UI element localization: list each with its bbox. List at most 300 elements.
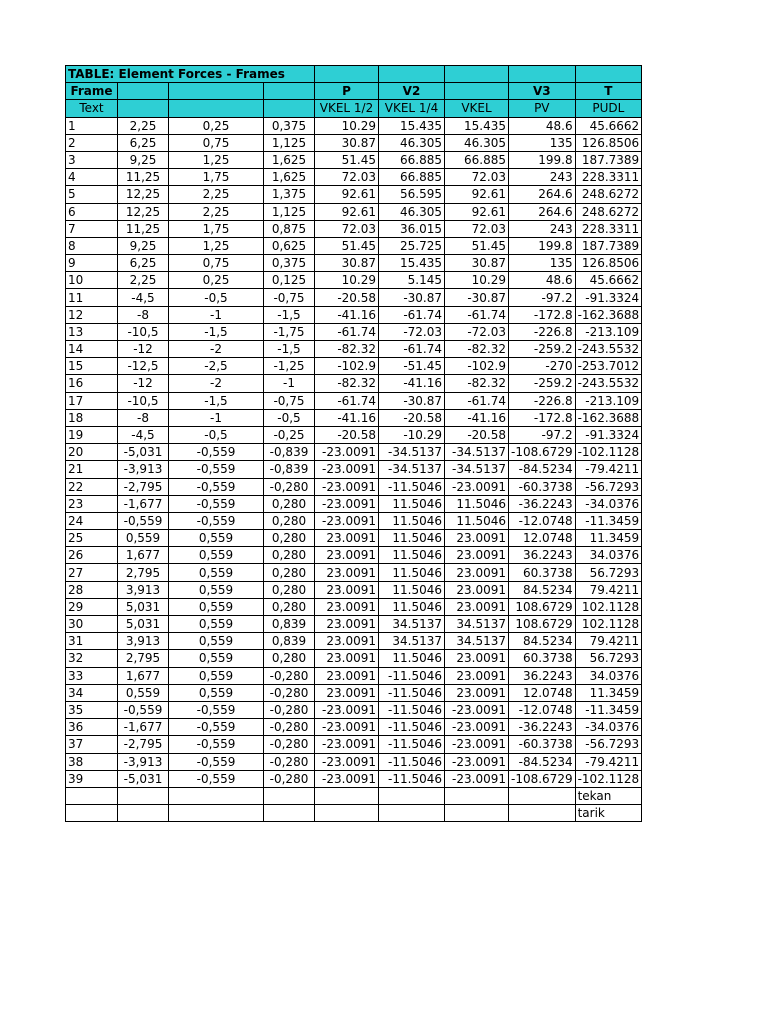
header-v2[interactable]: V2 (379, 83, 445, 100)
empty-cell[interactable] (264, 805, 315, 822)
data-cell[interactable]: -0,75 (264, 289, 315, 306)
header-cell[interactable] (118, 83, 169, 100)
frame-id-cell[interactable]: 38 (66, 753, 118, 770)
data-cell[interactable]: -11.5046 (379, 684, 445, 701)
data-cell[interactable]: 23.0091 (315, 684, 379, 701)
data-cell[interactable]: 0,839 (264, 616, 315, 633)
data-cell[interactable]: 126.8506 (575, 255, 642, 272)
data-cell[interactable]: -108.6729 (509, 444, 576, 461)
data-cell[interactable]: -0,559 (169, 770, 264, 787)
data-cell[interactable]: 11.3459 (575, 684, 642, 701)
data-cell[interactable]: 11.5046 (379, 530, 445, 547)
data-cell[interactable]: 79.4211 (575, 633, 642, 650)
header-t[interactable]: T (575, 83, 642, 100)
data-cell[interactable]: 34.5137 (379, 616, 445, 633)
data-cell[interactable]: 34.5137 (445, 633, 509, 650)
data-cell[interactable]: 56.595 (379, 186, 445, 203)
data-cell[interactable]: 0,625 (264, 237, 315, 254)
data-cell[interactable]: -23.0091 (445, 770, 509, 787)
data-cell[interactable]: 10.29 (445, 272, 509, 289)
data-cell[interactable]: 56.7293 (575, 650, 642, 667)
data-cell[interactable]: -162.3688 (575, 409, 642, 426)
data-cell[interactable]: 2,795 (118, 564, 169, 581)
data-cell[interactable]: 1,677 (118, 667, 169, 684)
data-cell[interactable]: -0,25 (264, 426, 315, 443)
empty-cell[interactable] (315, 805, 379, 822)
header-cell[interactable] (169, 100, 264, 117)
data-cell[interactable]: 1,125 (264, 203, 315, 220)
data-cell[interactable]: 23.0091 (315, 581, 379, 598)
data-cell[interactable]: -8 (118, 409, 169, 426)
data-cell[interactable]: 11.5046 (379, 495, 445, 512)
data-cell[interactable]: 23.0091 (445, 684, 509, 701)
frame-id-cell[interactable]: 10 (66, 272, 118, 289)
frame-id-cell[interactable]: 14 (66, 341, 118, 358)
data-cell[interactable]: -102.1128 (575, 770, 642, 787)
data-cell[interactable]: 23.0091 (445, 564, 509, 581)
header-vkel-quarter[interactable]: VKEL 1/4 (379, 100, 445, 117)
data-cell[interactable]: 135 (509, 134, 576, 151)
data-cell[interactable]: 126.8506 (575, 134, 642, 151)
data-cell[interactable]: -1,677 (118, 719, 169, 736)
data-cell[interactable]: -82.32 (445, 341, 509, 358)
data-cell[interactable]: -23.0091 (445, 753, 509, 770)
data-cell[interactable]: -20.58 (445, 426, 509, 443)
data-cell[interactable]: -11.5046 (379, 736, 445, 753)
data-cell[interactable]: 12,25 (118, 203, 169, 220)
frame-id-cell[interactable]: 23 (66, 495, 118, 512)
data-cell[interactable]: 10.29 (315, 272, 379, 289)
data-cell[interactable]: 1,125 (264, 134, 315, 151)
data-cell[interactable]: 92.61 (445, 203, 509, 220)
title-row-cell[interactable] (445, 66, 509, 83)
data-cell[interactable]: 2,25 (118, 117, 169, 134)
frame-id-cell[interactable]: 11 (66, 289, 118, 306)
data-cell[interactable]: -12.0748 (509, 701, 576, 718)
data-cell[interactable]: 1,75 (169, 169, 264, 186)
frame-id-cell[interactable]: 25 (66, 530, 118, 547)
data-cell[interactable]: 11.3459 (575, 530, 642, 547)
header-cell[interactable] (445, 83, 509, 100)
data-cell[interactable]: 108.6729 (509, 616, 576, 633)
data-cell[interactable]: -34.0376 (575, 719, 642, 736)
data-cell[interactable]: -72.03 (445, 323, 509, 340)
data-cell[interactable]: 10.29 (315, 117, 379, 134)
data-cell[interactable]: 72.03 (315, 169, 379, 186)
data-cell[interactable]: 9,25 (118, 151, 169, 168)
data-cell[interactable]: -0,5 (264, 409, 315, 426)
empty-cell[interactable] (445, 787, 509, 804)
data-cell[interactable]: 92.61 (315, 203, 379, 220)
data-cell[interactable]: -56.7293 (575, 478, 642, 495)
data-cell[interactable]: 30.87 (315, 255, 379, 272)
data-cell[interactable]: 1,75 (169, 220, 264, 237)
data-cell[interactable]: 23.0091 (315, 530, 379, 547)
data-cell[interactable]: 23.0091 (315, 633, 379, 650)
data-cell[interactable]: 48.6 (509, 117, 576, 134)
data-cell[interactable]: -172.8 (509, 306, 576, 323)
data-cell[interactable]: -226.8 (509, 392, 576, 409)
data-cell[interactable]: 60.3738 (509, 650, 576, 667)
data-cell[interactable]: -0,280 (264, 684, 315, 701)
data-cell[interactable]: 5,031 (118, 598, 169, 615)
data-cell[interactable]: 6,25 (118, 255, 169, 272)
data-cell[interactable]: -34.5137 (445, 461, 509, 478)
data-cell[interactable]: -91.3324 (575, 426, 642, 443)
empty-cell[interactable] (118, 805, 169, 822)
data-cell[interactable]: -41.16 (379, 375, 445, 392)
data-cell[interactable]: -0,559 (169, 495, 264, 512)
frame-id-cell[interactable]: 12 (66, 306, 118, 323)
data-cell[interactable]: -0,559 (169, 719, 264, 736)
data-cell[interactable]: -11.5046 (379, 770, 445, 787)
data-cell[interactable]: -23.0091 (315, 770, 379, 787)
data-cell[interactable]: -253.7012 (575, 358, 642, 375)
data-cell[interactable]: 56.7293 (575, 564, 642, 581)
data-cell[interactable]: -61.74 (379, 341, 445, 358)
data-cell[interactable]: -102.9 (315, 358, 379, 375)
data-cell[interactable]: -108.6729 (509, 770, 576, 787)
data-cell[interactable]: 15.435 (445, 117, 509, 134)
data-cell[interactable]: -10,5 (118, 323, 169, 340)
frame-id-cell[interactable]: 37 (66, 736, 118, 753)
data-cell[interactable]: 5,031 (118, 616, 169, 633)
data-cell[interactable]: 23.0091 (445, 598, 509, 615)
data-cell[interactable]: 0,75 (169, 255, 264, 272)
data-cell[interactable]: -4,5 (118, 426, 169, 443)
data-cell[interactable]: -79.4211 (575, 461, 642, 478)
data-cell[interactable]: -23.0091 (315, 736, 379, 753)
header-cell[interactable] (264, 100, 315, 117)
data-cell[interactable]: -97.2 (509, 426, 576, 443)
data-cell[interactable]: 84.5234 (509, 581, 576, 598)
data-cell[interactable]: 0,559 (169, 564, 264, 581)
data-cell[interactable]: 51.45 (445, 237, 509, 254)
title-row-cell[interactable] (379, 66, 445, 83)
data-cell[interactable]: 79.4211 (575, 581, 642, 598)
data-cell[interactable]: 92.61 (315, 186, 379, 203)
data-cell[interactable]: 228.3311 (575, 220, 642, 237)
data-cell[interactable]: 11.5046 (379, 564, 445, 581)
frame-id-cell[interactable]: 8 (66, 237, 118, 254)
data-cell[interactable]: 0,25 (169, 272, 264, 289)
data-cell[interactable]: -11.5046 (379, 667, 445, 684)
data-cell[interactable]: 0,875 (264, 220, 315, 237)
data-cell[interactable]: -34.5137 (445, 444, 509, 461)
data-cell[interactable]: -0,559 (169, 512, 264, 529)
data-cell[interactable]: -61.74 (315, 323, 379, 340)
data-cell[interactable]: -23.0091 (315, 512, 379, 529)
data-cell[interactable]: -0,559 (169, 478, 264, 495)
data-cell[interactable]: 34.5137 (445, 616, 509, 633)
data-cell[interactable]: 243 (509, 169, 576, 186)
data-cell[interactable]: 30.87 (315, 134, 379, 151)
data-cell[interactable]: -3,913 (118, 461, 169, 478)
empty-cell[interactable] (169, 787, 264, 804)
frame-id-cell[interactable]: 29 (66, 598, 118, 615)
data-cell[interactable]: 34.5137 (379, 633, 445, 650)
frame-id-cell[interactable]: 39 (66, 770, 118, 787)
data-cell[interactable]: -72.03 (379, 323, 445, 340)
empty-cell[interactable] (445, 805, 509, 822)
data-cell[interactable]: -0,839 (264, 461, 315, 478)
data-cell[interactable]: -23.0091 (315, 753, 379, 770)
data-cell[interactable]: 23.0091 (445, 650, 509, 667)
data-cell[interactable]: -0,75 (264, 392, 315, 409)
frame-id-cell[interactable]: 27 (66, 564, 118, 581)
data-cell[interactable]: -0,559 (169, 753, 264, 770)
data-cell[interactable]: -1 (169, 306, 264, 323)
data-cell[interactable]: 0,280 (264, 495, 315, 512)
data-cell[interactable]: 187.7389 (575, 237, 642, 254)
frame-id-cell[interactable]: 24 (66, 512, 118, 529)
frame-id-cell[interactable]: 35 (66, 701, 118, 718)
data-cell[interactable]: -30.87 (379, 289, 445, 306)
data-cell[interactable]: 0,125 (264, 272, 315, 289)
data-cell[interactable]: -23.0091 (315, 701, 379, 718)
data-cell[interactable]: 66.885 (445, 151, 509, 168)
data-cell[interactable]: 45.6662 (575, 117, 642, 134)
data-cell[interactable]: -3,913 (118, 753, 169, 770)
data-cell[interactable]: 11.5046 (445, 495, 509, 512)
data-cell[interactable]: 11.5046 (379, 650, 445, 667)
frame-id-cell[interactable]: 9 (66, 255, 118, 272)
header-v3[interactable]: V3 (509, 83, 576, 100)
data-cell[interactable]: -30.87 (445, 289, 509, 306)
data-cell[interactable]: 60.3738 (509, 564, 576, 581)
data-cell[interactable]: -23.0091 (315, 495, 379, 512)
data-cell[interactable]: 23.0091 (315, 650, 379, 667)
data-cell[interactable]: 23.0091 (315, 598, 379, 615)
data-cell[interactable]: 11,25 (118, 220, 169, 237)
data-cell[interactable]: 36.015 (379, 220, 445, 237)
data-cell[interactable]: -23.0091 (445, 701, 509, 718)
data-cell[interactable]: 0,559 (169, 598, 264, 615)
data-cell[interactable]: -11.5046 (379, 701, 445, 718)
data-cell[interactable]: -1,75 (264, 323, 315, 340)
header-vkel-half[interactable]: VKEL 1/2 (315, 100, 379, 117)
frame-id-cell[interactable]: 19 (66, 426, 118, 443)
data-cell[interactable]: 264.6 (509, 186, 576, 203)
frame-id-cell[interactable]: 36 (66, 719, 118, 736)
data-cell[interactable]: -8 (118, 306, 169, 323)
data-cell[interactable]: 1,25 (169, 151, 264, 168)
data-cell[interactable]: 23.0091 (445, 547, 509, 564)
data-cell[interactable]: -0,559 (169, 461, 264, 478)
data-cell[interactable]: 0,559 (118, 530, 169, 547)
data-cell[interactable]: -34.5137 (379, 461, 445, 478)
data-cell[interactable]: -0,559 (169, 736, 264, 753)
data-cell[interactable]: -10,5 (118, 392, 169, 409)
frame-id-cell[interactable]: 3 (66, 151, 118, 168)
data-cell[interactable]: -0,839 (264, 444, 315, 461)
empty-cell[interactable] (315, 787, 379, 804)
data-cell[interactable]: -1,5 (169, 392, 264, 409)
data-cell[interactable]: 0,75 (169, 134, 264, 151)
data-cell[interactable]: -41.16 (315, 409, 379, 426)
frame-id-cell[interactable]: 2 (66, 134, 118, 151)
data-cell[interactable]: -30.87 (379, 392, 445, 409)
data-cell[interactable]: 2,25 (169, 203, 264, 220)
data-cell[interactable]: 248.6272 (575, 203, 642, 220)
data-cell[interactable]: -0,559 (118, 512, 169, 529)
data-cell[interactable]: 0,559 (169, 616, 264, 633)
data-cell[interactable]: 2,25 (118, 272, 169, 289)
frame-id-cell[interactable]: 20 (66, 444, 118, 461)
data-cell[interactable]: 11.5046 (379, 598, 445, 615)
empty-cell[interactable] (66, 787, 118, 804)
data-cell[interactable]: 25.725 (379, 237, 445, 254)
data-cell[interactable]: -10.29 (379, 426, 445, 443)
empty-cell[interactable] (379, 805, 445, 822)
data-cell[interactable]: -1 (169, 409, 264, 426)
data-cell[interactable]: -60.3738 (509, 478, 576, 495)
data-cell[interactable]: 1,25 (169, 237, 264, 254)
data-cell[interactable]: 0,559 (169, 633, 264, 650)
empty-cell[interactable] (66, 805, 118, 822)
frame-id-cell[interactable]: 34 (66, 684, 118, 701)
data-cell[interactable]: 248.6272 (575, 186, 642, 203)
frame-id-cell[interactable]: 31 (66, 633, 118, 650)
data-cell[interactable]: -0,280 (264, 719, 315, 736)
data-cell[interactable]: -0,559 (169, 701, 264, 718)
data-cell[interactable]: -36.2243 (509, 719, 576, 736)
data-cell[interactable]: 36.2243 (509, 547, 576, 564)
data-cell[interactable]: 243 (509, 220, 576, 237)
data-cell[interactable]: 23.0091 (315, 547, 379, 564)
data-cell[interactable]: -91.3324 (575, 289, 642, 306)
frame-id-cell[interactable]: 7 (66, 220, 118, 237)
data-cell[interactable]: -23.0091 (315, 719, 379, 736)
data-cell[interactable]: 23.0091 (445, 530, 509, 547)
data-cell[interactable]: -51.45 (379, 358, 445, 375)
data-cell[interactable]: -0,5 (169, 289, 264, 306)
data-cell[interactable]: 23.0091 (445, 581, 509, 598)
data-cell[interactable]: 45.6662 (575, 272, 642, 289)
data-cell[interactable]: 0,280 (264, 598, 315, 615)
empty-cell[interactable] (169, 805, 264, 822)
data-cell[interactable]: -84.5234 (509, 461, 576, 478)
data-cell[interactable]: -2 (169, 375, 264, 392)
data-cell[interactable]: -0,280 (264, 478, 315, 495)
data-cell[interactable]: -20.58 (315, 426, 379, 443)
data-cell[interactable]: 1,625 (264, 169, 315, 186)
data-cell[interactable]: 9,25 (118, 237, 169, 254)
data-cell[interactable]: -0,280 (264, 770, 315, 787)
data-cell[interactable]: -97.2 (509, 289, 576, 306)
data-cell[interactable]: 23.0091 (315, 667, 379, 684)
empty-cell[interactable] (118, 787, 169, 804)
frame-id-cell[interactable]: 6 (66, 203, 118, 220)
data-cell[interactable]: -23.0091 (445, 736, 509, 753)
frame-id-cell[interactable]: 26 (66, 547, 118, 564)
data-cell[interactable]: -1,5 (264, 306, 315, 323)
data-cell[interactable]: 6,25 (118, 134, 169, 151)
data-cell[interactable]: 36.2243 (509, 667, 576, 684)
data-cell[interactable]: 187.7389 (575, 151, 642, 168)
data-cell[interactable]: -11.3459 (575, 512, 642, 529)
footer-note-cell[interactable]: tarik (575, 805, 642, 822)
data-cell[interactable]: -23.0091 (315, 478, 379, 495)
data-cell[interactable]: -82.32 (445, 375, 509, 392)
frame-id-cell[interactable]: 1 (66, 117, 118, 134)
data-cell[interactable]: 72.03 (445, 220, 509, 237)
data-cell[interactable]: -4,5 (118, 289, 169, 306)
data-cell[interactable]: -61.74 (379, 306, 445, 323)
data-cell[interactable]: -0,559 (169, 444, 264, 461)
data-cell[interactable]: -20.58 (379, 409, 445, 426)
data-cell[interactable]: -0,5 (169, 426, 264, 443)
data-cell[interactable]: 23.0091 (315, 564, 379, 581)
data-cell[interactable]: -0,559 (118, 701, 169, 718)
data-cell[interactable]: 84.5234 (509, 633, 576, 650)
data-cell[interactable]: 102.1128 (575, 598, 642, 615)
header-p[interactable]: P (315, 83, 379, 100)
data-cell[interactable]: -243.5532 (575, 341, 642, 358)
data-cell[interactable]: 23.0091 (315, 616, 379, 633)
data-cell[interactable]: 51.45 (315, 151, 379, 168)
frame-id-cell[interactable]: 28 (66, 581, 118, 598)
data-cell[interactable]: -12 (118, 341, 169, 358)
data-cell[interactable]: -2,5 (169, 358, 264, 375)
frame-id-cell[interactable]: 18 (66, 409, 118, 426)
data-cell[interactable]: 34.0376 (575, 667, 642, 684)
data-cell[interactable]: 3,913 (118, 581, 169, 598)
data-cell[interactable]: 46.305 (379, 134, 445, 151)
data-cell[interactable]: 1,625 (264, 151, 315, 168)
header-cell[interactable] (264, 83, 315, 100)
data-cell[interactable]: -2,795 (118, 478, 169, 495)
title-row-cell[interactable] (575, 66, 642, 83)
header-cell[interactable] (118, 100, 169, 117)
data-cell[interactable]: 199.8 (509, 237, 576, 254)
data-cell[interactable]: -23.0091 (315, 461, 379, 478)
title-row-cell[interactable] (315, 66, 379, 83)
data-cell[interactable]: -1,677 (118, 495, 169, 512)
data-cell[interactable]: -270 (509, 358, 576, 375)
data-cell[interactable]: -23.0091 (445, 719, 509, 736)
data-cell[interactable]: 23.0091 (445, 667, 509, 684)
data-cell[interactable]: 5.145 (379, 272, 445, 289)
data-cell[interactable]: 15.435 (379, 255, 445, 272)
frame-id-cell[interactable]: 32 (66, 650, 118, 667)
data-cell[interactable]: -11.3459 (575, 701, 642, 718)
data-cell[interactable]: 0,559 (169, 667, 264, 684)
data-cell[interactable]: -60.3738 (509, 736, 576, 753)
data-cell[interactable]: 12.0748 (509, 684, 576, 701)
data-cell[interactable]: 15.435 (379, 117, 445, 134)
data-cell[interactable]: 12.0748 (509, 530, 576, 547)
data-cell[interactable]: 0,559 (169, 650, 264, 667)
data-cell[interactable]: 11.5046 (445, 512, 509, 529)
frame-id-cell[interactable]: 33 (66, 667, 118, 684)
data-cell[interactable]: 135 (509, 255, 576, 272)
data-cell[interactable]: -2,795 (118, 736, 169, 753)
data-cell[interactable]: -0,280 (264, 701, 315, 718)
data-cell[interactable]: -34.0376 (575, 495, 642, 512)
header-pudl[interactable]: PUDL (575, 100, 642, 117)
data-cell[interactable]: 30.87 (445, 255, 509, 272)
data-cell[interactable]: 66.885 (379, 151, 445, 168)
data-cell[interactable]: -11.5046 (379, 478, 445, 495)
data-cell[interactable]: 1,375 (264, 186, 315, 203)
data-cell[interactable]: -23.0091 (315, 444, 379, 461)
data-cell[interactable]: -226.8 (509, 323, 576, 340)
data-cell[interactable]: 3,913 (118, 633, 169, 650)
data-cell[interactable]: -0,280 (264, 753, 315, 770)
data-cell[interactable]: -82.32 (315, 341, 379, 358)
data-cell[interactable]: 1,677 (118, 547, 169, 564)
